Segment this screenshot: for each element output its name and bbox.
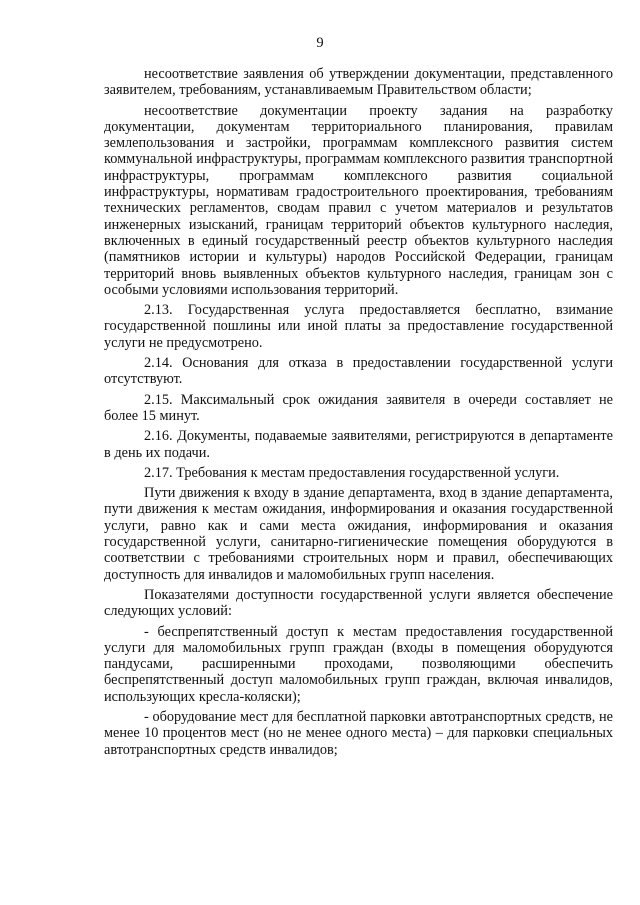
paragraph-2-15: 2.15. Максимальный срок ожидания заявителя в очереди составляет не более 15 минут.	[104, 391, 613, 424]
paragraph-2-16: 2.16. Документы, подаваемые заявителями, регистрируются в департаменте в день их подачи.	[104, 428, 613, 461]
list-item-parking: - оборудование мест для бесплатной парковки автотранспортных средств, не менее 10 процентов мест (но не менее одного места) – для парковки специальных автотранспортных средств инвалидов;	[104, 708, 613, 758]
paragraph-2-17: 2.17. Требования к местам предоставления государственной услуги.	[144, 464, 560, 481]
paragraph-2-14: 2.14. Основания для отказа в предоставлении государственной услуги отсутствуют.	[104, 355, 613, 388]
paragraph-documentation-mismatch: несоответствие документации проекту задания на разработку документации, документам территориального планирования, правилам землепользования и застройки, программам комплексного развития систем коммунальной инфраструктуры, программам комплексного развития транспортной инфраструктуры, программам комплексного развития социальной инфраструктуры, нормативам градостроительного проектирования, требованиям технических регламентов, сводам правил с учетом материалов и результатов инженерных изысканий, границам территорий объектов культурного наследия, включенных в единый государственный реестр объектов культурного наследия (памятников истории и культуры) народов Российской Федерации, границам территорий вновь выявленных объектов культурного наследия, границам зон с особыми условиями использования территорий.	[104, 102, 613, 298]
document-body	[104, 66, 613, 762]
paragraph-2-13: 2.13. Государственная услуга предоставляется бесплатно, взимание государственной пошлины или иной платы за предоставление государственной услуги не предусмотрено.	[104, 302, 613, 351]
paragraph-access-paths: Пути движения к входу в здание департамента, вход в здание департамента, пути движения к местам ожидания, информирования и оказания государственной услуги, равно как и сами места ожидания, информирования и оказания государственной услуги, санитарно-гигиенические помещения оборудуются в соответствии с требованиями строительных норм и правил, обеспечивающих доступность для инвалидов и маломобильных групп населения.	[104, 485, 613, 583]
page-number: 9	[316, 35, 324, 51]
list-item-unobstructed-access: - беспрепятственный доступ к местам предоставления государственной услуги для маломобильных групп граждан (входы в помещения оборудуются пандусами, расширенными проходами, позволяющими обеспечить беспрепятственный доступ маломобильных групп граждан, включая инвалидов, использующих кресла-коляски);	[104, 623, 613, 705]
paragraph-application-mismatch: несоответствие заявления об утверждении документации, представленного заявителем, требованиям, устанавливаемым Правительством области;	[104, 66, 613, 99]
paragraph-accessibility-indicators: Показателями доступности государственной услуги является обеспечение следующих условий:	[104, 586, 613, 620]
